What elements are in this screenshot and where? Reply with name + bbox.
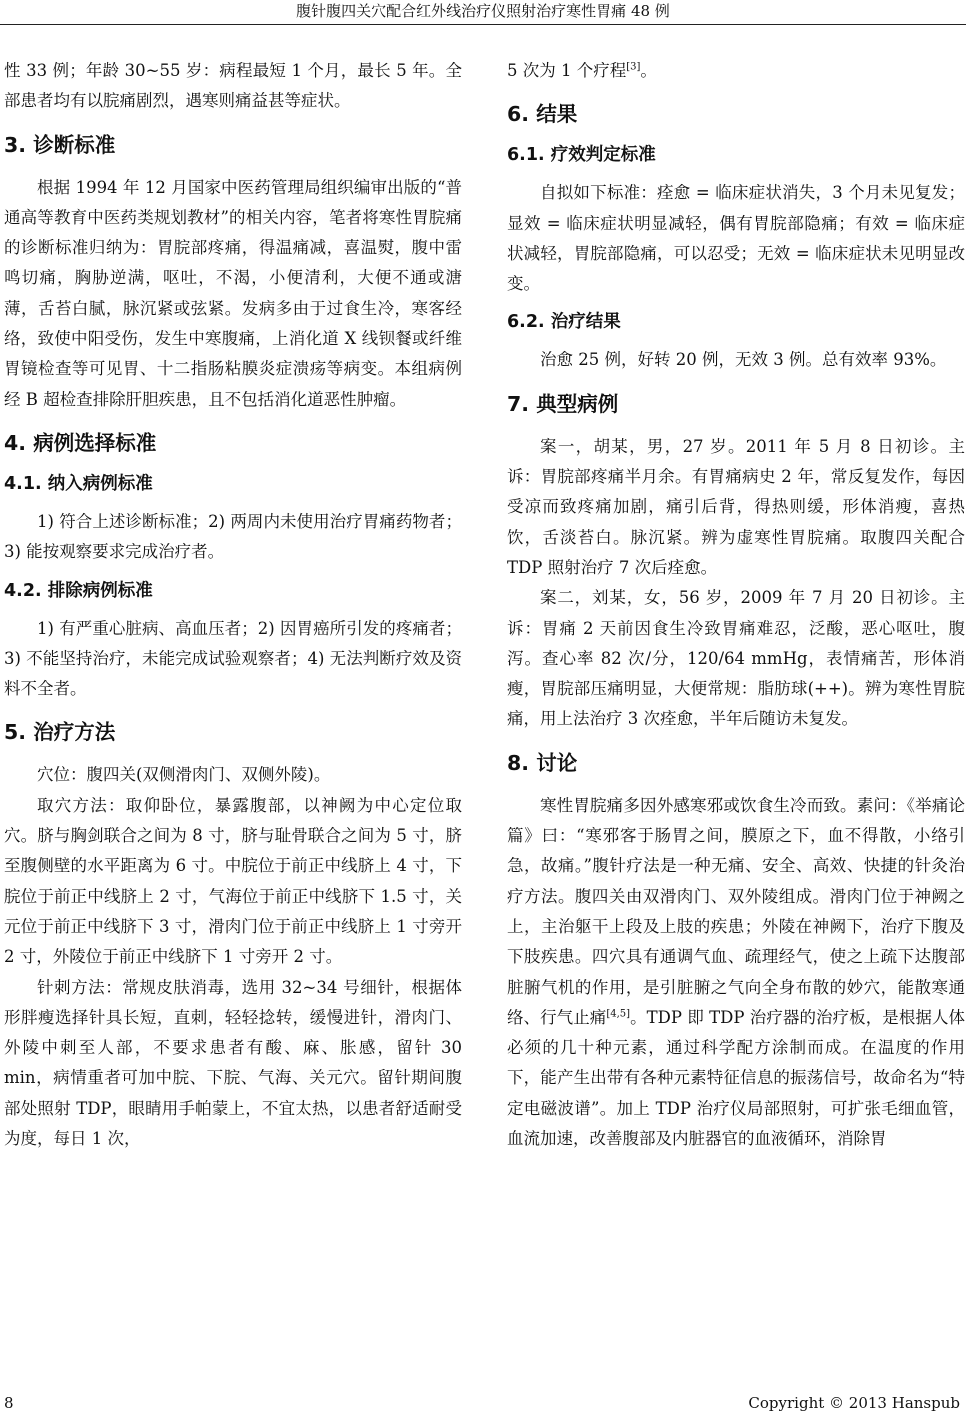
continuation-end: 。 (640, 61, 657, 80)
section-4-heading: 4. 病例选择标准 (4, 430, 157, 455)
acupoint-paragraph: 穴位：腹四关(双侧滑肉门、双侧外陵)。 (37, 765, 331, 785)
section-6-2-heading: 6.2. 治疗结果 (507, 312, 621, 333)
diagnosis-paragraph: 根据 1994 年 12 月国家中医药管理局组织编审出版的“普通高等教育中医药类规划教材”的相关内容，笔者将寒性胃脘痛的诊断标准归纳为：胃脘部疼痛，得温痛减，喜温熨，腹中雷鸣切痛，胸胁逆满，呕吐，不渴，小便清利，大便不通或溏薄，舌苔白腻，脉沉紧或弦紧。发病多由于过食生冷，寒客经络，致使中阳受伤，发生中寒腹痛，上消化道 X 线钡餐或纤维胃镜检查等可见胃、十二指肠粘膜炎症溃疡等病变。本组病例经 B 超检查排除肝胆疾患，且不包括消化道恶性肿瘤。 (4, 177, 462, 409)
section-6-1-heading: 6.1. 疗效判定标准 (507, 145, 656, 166)
treatment-result-paragraph: 治愈 25 例，好转 20 例，无效 3 例。总有效率 93%。 (540, 350, 947, 370)
exclusion-paragraph: 1) 有严重心脏病、高血压者；2) 因胃癌所引发的疼痛者；3) 不能坚持治疗，未能完成试验观察者；4) 无法判断疗效及资料不全者。 (4, 618, 462, 699)
page-number: 8 (4, 1394, 14, 1412)
section-8-heading: 8. 讨论 (507, 750, 578, 775)
section-6-heading: 6. 结果 (507, 102, 578, 127)
header-rule (0, 24, 966, 25)
inclusion-paragraph: 1) 符合上述诊断标准；2) 两周内未使用治疗胃痛药物者；3) 能按观察要求完成治疗者。 (4, 511, 462, 562)
citation-3: [3] (626, 61, 641, 73)
copyright-notice: Copyright © 2013 Hanspub (748, 1394, 960, 1412)
citation-4-5: [4,5] (606, 1008, 631, 1020)
efficacy-criteria-paragraph: 自拟如下标准：痊愈 = 临床症状消失，3 个月未见复发；显效 = 临床症状明显减轻，偶有胃脘部隐痛；有效 = 临床症状减轻，胃脘部隐痛，可以忍受；无效 = 临床症状未见明显改变。 (507, 183, 965, 294)
section-4-2-heading: 4.2. 排除病例标准 (4, 580, 153, 601)
section-3-heading: 3. 诊断标准 (4, 132, 116, 157)
section-4-1-heading: 4.1. 纳入病例标准 (4, 473, 153, 494)
intro-paragraph: 性 33 例；年龄 30~55 岁：病程最短 1 个月，最长 5 年。全部患者均有以脘痛剧烈，遇寒则痛益甚等症状。 (4, 61, 462, 111)
discussion-text-a: 寒性胃脘痛多因外感寒邪或饮食生冷而致。素问：《举痛论篇》曰：“寒邪客于肠胃之间，膜原之下，血不得散，小络引急，故痛。”腹针疗法是一种无痛、安全、高效、快捷的针灸治疗方法。腹四关由双滑肉门、双外陵组成。滑肉门位于神阙之上，主治躯干上段及上肢的疾患；外陵在神阙下，治疗下腹及下肢疾患。四穴具有通调气血、疏理经气，使之上疏下达腹部脏腑气机的作用，是引脏腑之气向全身布散的妙穴，能散寒通络、行气止痛 (507, 795, 965, 1027)
case-1-paragraph: 案一，胡某，男，27 岁。2011 年 5 月 8 日初诊。主诉：胃脘部疼痛半月余。有胃痛病史 2 年，常反复发作，每因受凉而致疼痛加剧，痛引后背，得热则缓，形体消瘦，喜热饮，舌淡苔白。脉沉紧。辨为虚寒性胃脘痛。取腹四关配合 TDP 照射治疗 7 次后痊愈。 (507, 436, 965, 577)
left-column (4, 56, 462, 1376)
section-7-heading: 7. 典型病例 (507, 391, 619, 416)
right-column (507, 56, 965, 1376)
point-location-paragraph: 取穴方法：取仰卧位，暴露腹部，以神阙为中心定位取穴。脐与胸剑联合之间为 8 寸，脐与耻骨联合之间为 5 寸，脐至腹侧壁的水平距离为 6 寸。中脘位于前正中线脐上 4 寸，下脘位于前正中线脐上 2 寸，气海位于前正中线脐下 1.5 寸，关元位于前正中线脐下 3 寸，滑肉门位于前正中线脐上 1 寸旁开 2 寸，外陵位于前正中线脐下 1 寸旁开 2 寸。 (4, 795, 462, 967)
section-5-heading: 5. 治疗方法 (4, 720, 116, 745)
case-2-paragraph: 案二，刘某，女，56 岁，2009 年 7 月 20 日初诊。主诉：胃痛 2 天前因食生冷致胃痛难忍，泛酸，恶心呕吐，腹泻。查心率 82 次/分，120/64 mmHg，表情痛苦，形体消瘦，胃脘部压痛明显，大便常规：脂肪球(++)。辨为寒性胃脘痛，用上法治疗 3 次痊愈，半年后随访未复发。 (507, 588, 965, 729)
running-header: 腹针腹四关穴配合红外线治疗仪照射治疗寒性胃痛 48 例 (296, 2, 670, 20)
needling-paragraph: 针刺方法：常规皮肤消毒，选用 32~34 号细针，根据体形胖瘦选择针具长短，直刺，轻轻捻转，缓慢进针，滑肉门、外陵中刺至人部，不要求患者有酸、麻、胀感，留针 30 min，病情重者可加中脘、下脘、气海、关元穴。留针期间腹部处照射 TDP，眼睛用手帕蒙上，不宜太热，以患者舒适耐受为度，每日 1 次， (4, 977, 462, 1149)
continuation-text: 5 次为 1 个疗程 (507, 61, 627, 80)
continuation-paragraph (507, 56, 965, 86)
discussion-paragraph (507, 791, 965, 1155)
discussion-text-b: 。TDP 即 TDP 治疗器的治疗板，是根据人体必须的几十种元素，通过科学配方涂制而成。在温度的作用下，能产生出带有各种元素特征信息的振荡信号，故命名为“特定电磁波谱”。加上 TDP 治疗仪局部照射，可扩张毛细血管，血流加速，改善腹部及内脏器官的血液循环，消除胃 (507, 1007, 965, 1149)
